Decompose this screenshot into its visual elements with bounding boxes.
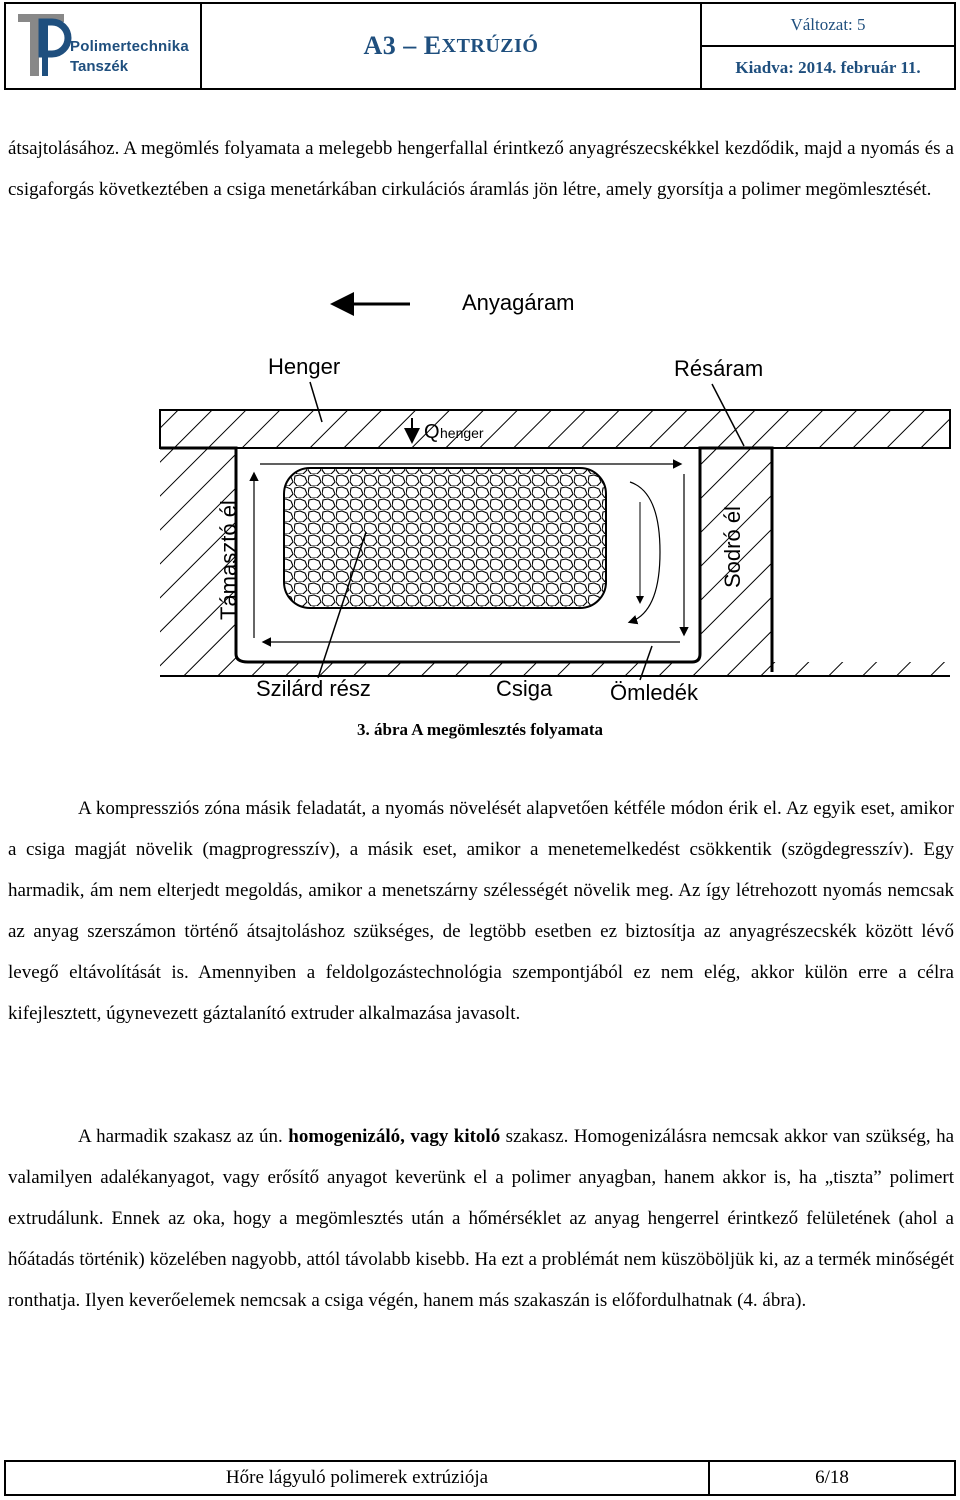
intro-paragraph: átsajtolásához. A megömlés folyamata a melegebb hengerfallal érintkező anyagrészecskékkel kezdődik, majd a nyomás és a csigaforgás következtében a csiga menetárkában cirkulációs áramlás jön létre, amely gyorsítja a polimer megömlesztését. bbox=[8, 138, 954, 200]
label-barrel: Henger bbox=[268, 354, 341, 379]
logo-text-1: Polimertechnika bbox=[70, 38, 189, 55]
page-header bbox=[4, 2, 956, 90]
page-footer bbox=[4, 1460, 956, 1496]
melting-diagram bbox=[0, 282, 960, 702]
figure-caption: 3. ábra A megömlesztés folyamata bbox=[357, 720, 603, 739]
paragraph-compression bbox=[8, 788, 954, 1034]
issue-date: Kiadva: 2014. február 11. bbox=[735, 57, 921, 77]
document-title bbox=[202, 4, 702, 88]
p3-bold: homogenizáló, vagy kitoló bbox=[288, 1126, 501, 1147]
p3-after: szakasz. Homogenizálásra nemcsak akkor van szükség, ha valamilyen adalékanyagot, vagy erősítő anyagot keverünk el a polimer anyagban, hanem akkor is, ha „tiszta” polimert extrudálunk. Ennek az oka, hogy a megömlesztés után a hőmérséklet az anyag hengerrel érintkező felületének (ahol a hőátadás történik) közelében nagyobb, attól távolabb kisebb. Ha ezt a problémát nem küszöböljük ki, az a termék minőségét ronthatja. Ilyen keverőelemek nemcsak a csiga végén, hanem más szakaszán is előfordulhatnak (4. ábra). bbox=[8, 1126, 954, 1311]
label-melt: Ömledék bbox=[610, 680, 699, 702]
title-smallcaps: XTRÚZIÓ bbox=[441, 34, 539, 57]
course-title: Hőre lágyuló polimerek extrúziója bbox=[6, 1462, 710, 1494]
p3-before: A harmadik szakasz az ún. bbox=[78, 1126, 289, 1147]
paragraph-compression-text: A kompressziós zóna másik feladatát, a nyomás növelését alapvetően kétféle módon érik el. Az egyik eset, amikor a csiga magját növelik (magprogresszív), a másik eset, amikor a menetemelkedést csökkentik (szögdegresszív). Egy harmadik, ám nem elterjedt megoldás, amikor a menetszárny szélességét növelik meg. Az így létrehozott nyomás nemcsak az anyag szerszámon történő átsajtoláshoz szükséges, de legtöbb esetben ez biztosítja az anyagrészecskék között lévő levegő eltávolítását is. Amennyiben a feldolgozástechnológia szempontjából ez nem elég, akkor külön erre a célra kifejlesztett, úgynevezett gáztalanító extruder alkalmazása javasolt. bbox=[8, 798, 954, 1024]
version-label: Változat: 5 bbox=[702, 4, 954, 47]
barrel-wall bbox=[160, 410, 950, 448]
solid-bed bbox=[284, 468, 606, 608]
page-number: 6/18 bbox=[815, 1467, 849, 1488]
title-main: A3 – E bbox=[363, 31, 442, 60]
label-screw: Csiga bbox=[496, 676, 553, 701]
paragraph-homogenizing bbox=[8, 1116, 954, 1321]
screw-root bbox=[160, 662, 950, 676]
department-logo bbox=[6, 4, 202, 88]
label-leading-edge: Sodró él bbox=[720, 506, 745, 588]
label-q-sub: henger bbox=[440, 425, 484, 441]
label-trailing-edge: Támasztó él bbox=[216, 500, 241, 620]
label-q: Q bbox=[424, 421, 440, 443]
label-gap-flow: Résáram bbox=[674, 356, 764, 381]
label-solid: Szilárd rész bbox=[256, 676, 371, 701]
label-flow: Anyagáram bbox=[462, 290, 575, 315]
logo-text-2: Tanszék bbox=[70, 58, 129, 75]
document-meta bbox=[702, 4, 954, 88]
